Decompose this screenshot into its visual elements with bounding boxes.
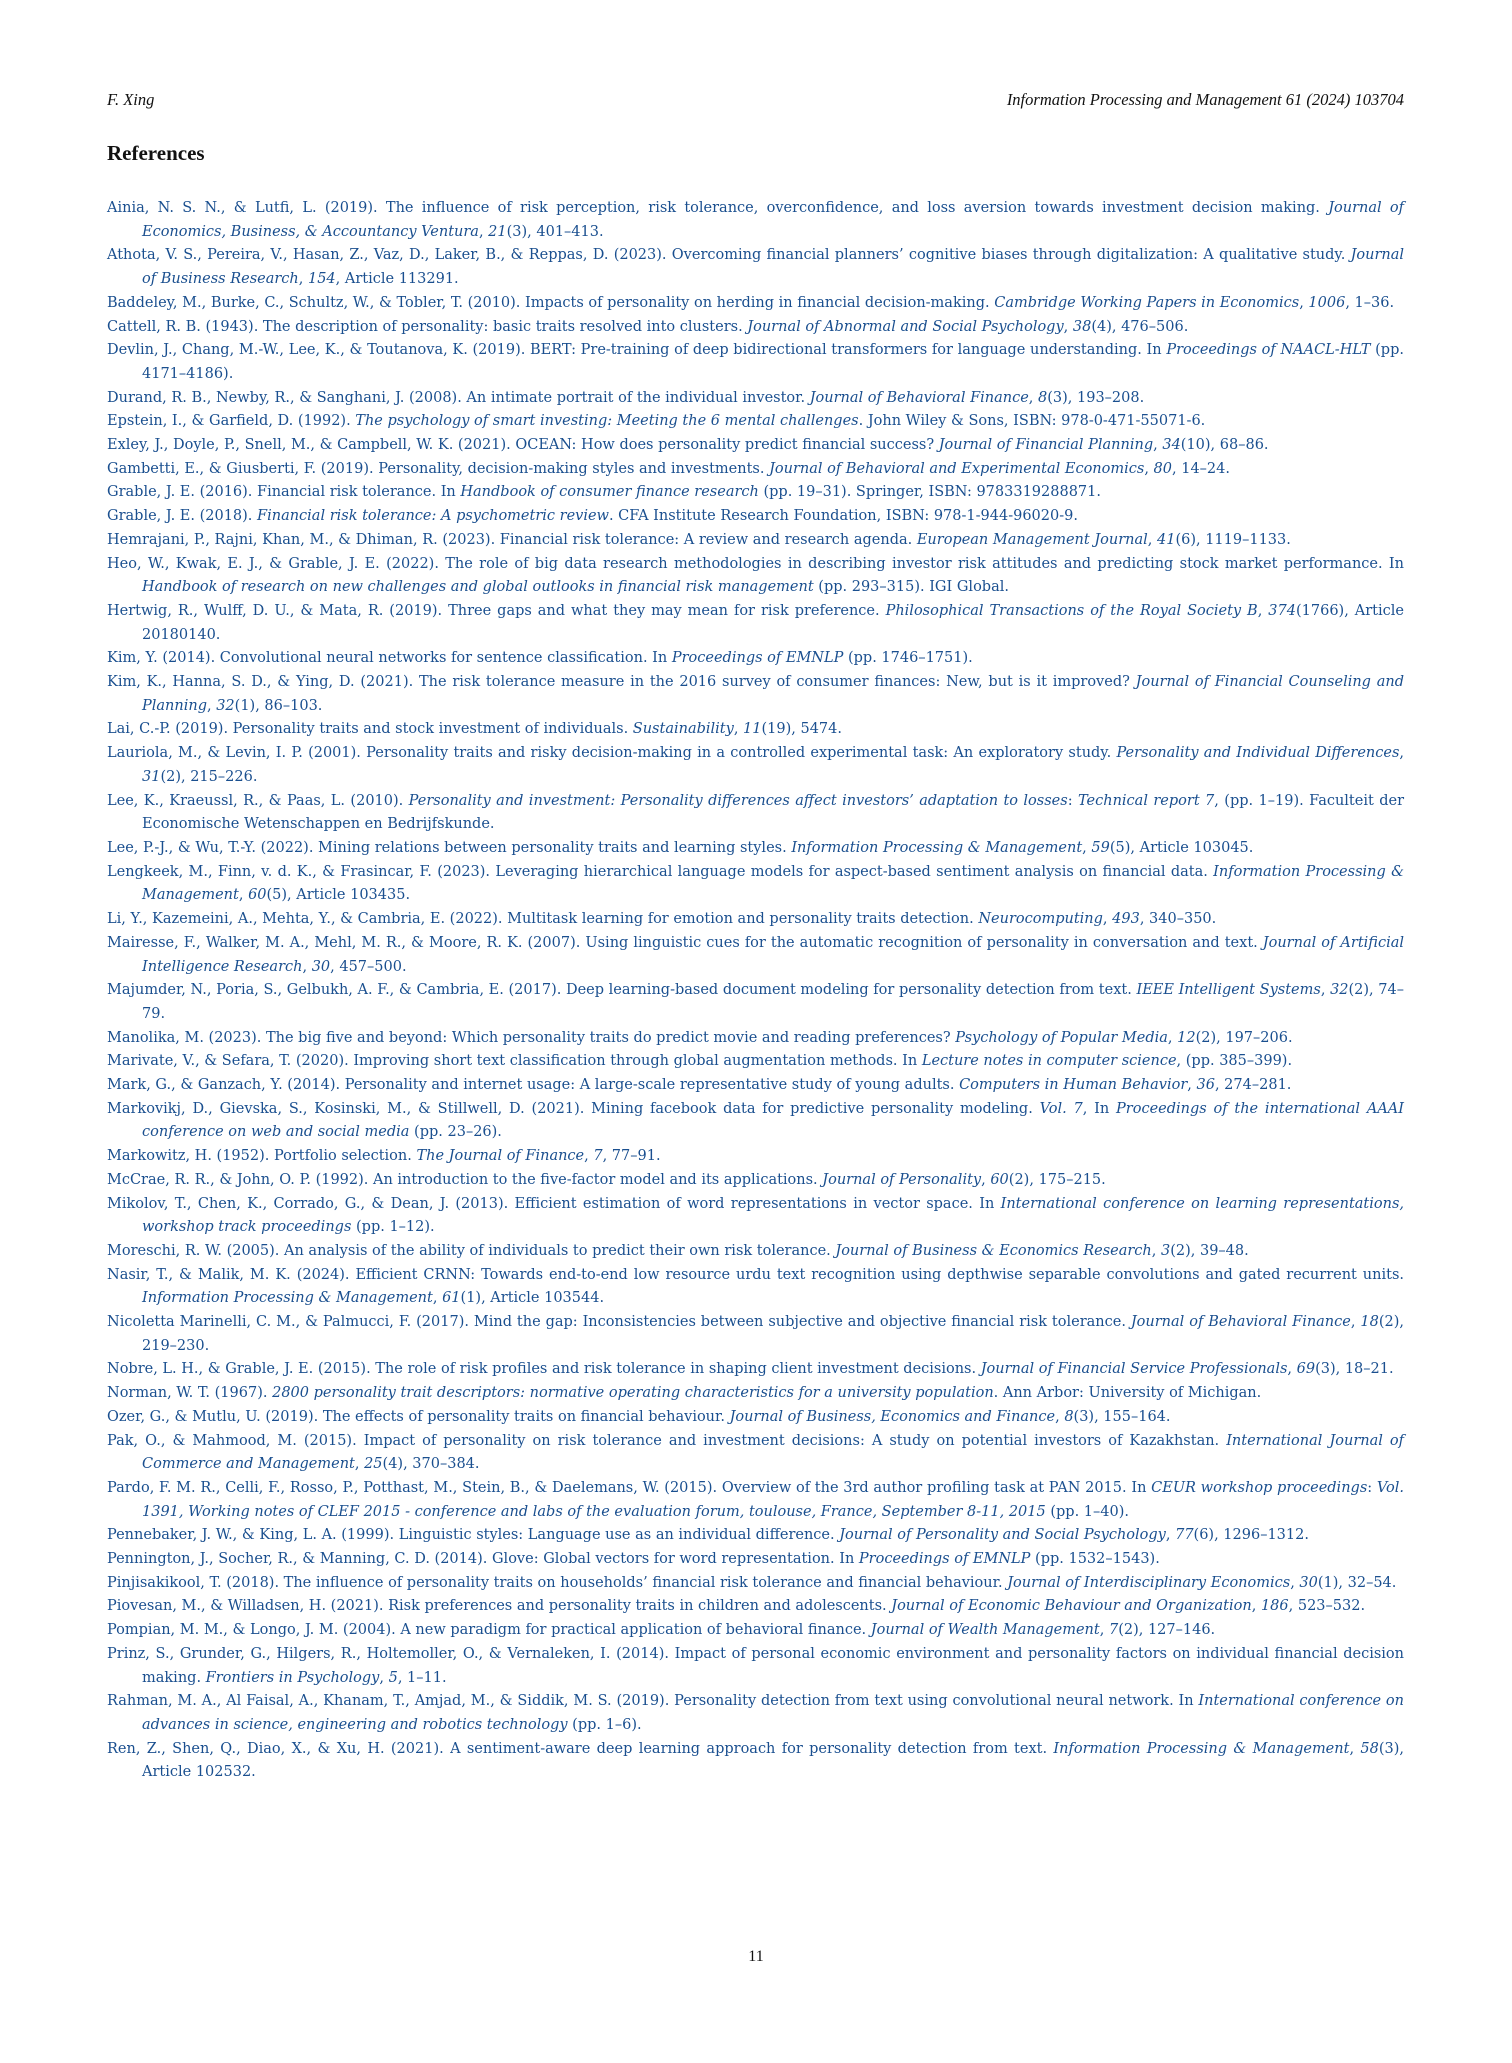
reference-part: , <box>1299 294 1309 311</box>
reference-part: Lee, K., Kraeussl, R., & Paas, L. (2010). <box>107 792 409 809</box>
reference-part: Pak, O., & Mahmood, M. (2015). Impact of personality on risk tolerance and investment decisions: A study on potential investors of Kazakhstan. <box>107 1432 1227 1449</box>
reference-part: Information Processing & Management <box>142 863 1404 904</box>
reference-item[interactable] <box>107 1382 1404 1406</box>
reference-part: Hertwig, R., Wulff, D. U., & Mata, R. (2019). Three gaps and what they may mean for risk preference. <box>107 602 886 619</box>
reference-part: , <box>1055 1408 1065 1425</box>
reference-part: (pp. 1–6). <box>567 1717 642 1733</box>
reference-part: , <box>1320 982 1331 999</box>
reference-item[interactable] <box>107 1430 1404 1477</box>
reference-part: Journal of Abnormal and Social Psychology <box>747 318 1064 335</box>
reference-part: Norman, W. T. (1967). <box>107 1385 273 1402</box>
reference-item[interactable] <box>107 339 1404 386</box>
reference-part: (4), 476–506. <box>1091 318 1189 335</box>
reference-part: 8 <box>1038 389 1048 406</box>
reference-part: , (pp. 1–19). Faculteit der Economische Wetenschappen en Bedrijfskunde. <box>142 792 1404 833</box>
reference-part: Heo, W., Kwak, E. J., & Grable, J. E. (2022). The role of big data research methodologies in describing investor risk attitudes and predicting stock market performance. In <box>107 555 1404 572</box>
reference-part: (3), 193–208. <box>1047 389 1145 406</box>
reference-part: CEUR workshop proceedings <box>1151 1479 1368 1496</box>
reference-item[interactable] <box>107 718 1404 742</box>
reference-part: , <box>379 1669 389 1686</box>
reference-part: Journal of Economic Behaviour and Organization <box>891 1598 1252 1615</box>
reference-part: 41 <box>1156 531 1176 548</box>
reference-part: Journal of Business Research <box>142 247 1404 288</box>
reference-part: Proceedings of the international AAAI conference on web and social media <box>142 1100 1404 1141</box>
reference-item[interactable] <box>107 529 1404 553</box>
reference-part: (19), 5474. <box>761 721 842 738</box>
reference-part: 12 <box>1177 1029 1196 1046</box>
reference-item[interactable] <box>107 671 1404 718</box>
reference-part: Athota, V. S., Pereira, V., Hasan, Z., Vaz, D., Laker, B., & Reppas, D. (2023). Overcoming financial planners’ cognitive biases through digitalization: A qualitative study. <box>107 247 1351 264</box>
reference-part: (pp. 1–40). <box>1045 1503 1129 1520</box>
reference-part: , <box>1399 745 1404 762</box>
reference-part: Gambetti, E., & Giusberti, F. (2019). Personality, decision-making styles and investments. <box>107 460 770 477</box>
reference-part: , 274–281. <box>1214 1077 1292 1094</box>
reference-part: Journal of Financial Service Professionals <box>980 1361 1288 1378</box>
reference-part: Journal of Wealth Management <box>870 1622 1100 1639</box>
reference-part: 7 <box>593 1148 603 1165</box>
reference-part: (1), 86–103. <box>234 697 323 714</box>
reference-part: , <box>354 1456 365 1473</box>
reference-part: Nobre, L. H., & Grable, J. E. (2015). The role of risk profiles and risk tolerance in shaping client investment decisions. <box>107 1361 981 1378</box>
reference-part: Mairesse, F., Walker, M. A., Mehl, M. R., & Moore, R. K. (2007). Using linguistic cues for the automatic recognition of personality in conversation and text. <box>107 934 1263 951</box>
reference-part: 18 <box>1360 1314 1379 1331</box>
reference-item[interactable] <box>107 600 1404 647</box>
reference-part: Personality and Individual Differences <box>1116 745 1400 762</box>
reference-item[interactable] <box>107 505 1404 529</box>
reference-part: Cambridge Working Papers in Economics <box>994 294 1300 311</box>
reference-item[interactable] <box>107 647 1404 671</box>
reference-part: (2), 219–230. <box>142 1314 1404 1354</box>
reference-part: . Ann Arbor: University of Michigan. <box>993 1385 1262 1402</box>
reference-part: Marivate, V., & Sefara, T. (2020). Improving short text classification through global augmentation methods. In <box>107 1053 922 1070</box>
reference-part: Handbook of consumer finance research <box>460 484 759 501</box>
reference-part: Ren, Z., Shen, Q., Diao, X., & Xu, H. (2021). A sentiment-aware deep learning approach for personality detection from text. <box>107 1740 1054 1757</box>
reference-part: Lengkeek, M., Finn, v. d. K., & Frasincar, F. (2023). Leveraging hierarchical language models for aspect-based sentiment analysis on financial data. <box>107 863 1214 880</box>
reference-part: 59 <box>1091 839 1110 856</box>
reference-part: Hemrajani, P., Rajni, Khan, M., & Dhiman, R. (2023). Financial risk tolerance: A review and research agenda. <box>107 531 917 548</box>
reference-item[interactable] <box>107 1643 1404 1690</box>
reference-part: (1766), Article 20180140. <box>142 602 1404 643</box>
reference-part: Kim, K., Hanna, S. D., & Ying, D. (2021). The risk tolerance measure in the 2016 survey of consumer finances: New, but is it improved? <box>107 674 1136 691</box>
reference-part: Journal of Interdisciplinary Economics <box>1007 1574 1291 1591</box>
reference-part: Exley, J., Doyle, P., Snell, M., & Campbell, W. K. (2021). OCEAN: How does personality predict financial success? <box>107 437 939 454</box>
reference-part: IEEE Intelligent Systems <box>1136 982 1321 999</box>
reference-item[interactable] <box>107 1619 1404 1643</box>
reference-part: , <box>298 271 308 288</box>
reference-item[interactable] <box>107 1548 1404 1572</box>
reference-part: Journal of Personality and Social Psychology <box>839 1527 1166 1544</box>
reference-item[interactable] <box>107 979 1404 1026</box>
reference-part: Pardo, F. M. R., Celli, F., Rosso, P., Potthast, M., Stein, B., & Daelemans, W. (2015). Overview of the 3rd author profiling task at PAN 2015. In <box>107 1479 1152 1496</box>
reference-part: (2), 215–226. <box>160 768 258 785</box>
reference-part: , <box>302 958 312 975</box>
reference-part: Markovikj, D., Gievska, S., Kosinski, M., & Stillwell, D. (2021). Mining facebook data for predictive personality modeling. <box>107 1100 1040 1117</box>
reference-part: , <box>1082 839 1092 856</box>
reference-part: Piovesan, M., & Willadsen, H. (2021). Risk preferences and personality traits in children and adolescents. <box>107 1598 892 1615</box>
reference-item[interactable] <box>107 1193 1404 1240</box>
reference-part: Journal of Artificial Intelligence Research <box>142 934 1404 975</box>
reference-part: (2), 175–215. <box>1008 1171 1106 1188</box>
reference-item[interactable] <box>107 932 1404 979</box>
reference-part: , <box>1144 460 1154 477</box>
reference-part: 36 <box>1196 1077 1215 1094</box>
reference-part: Journal of Business, Economics and Finance <box>729 1408 1056 1425</box>
reference-part: , <box>1350 1314 1361 1331</box>
reference-part: Pennebaker, J. W., & King, L. A. (1999). Linguistic styles: Language use as an individual difference. <box>107 1527 840 1544</box>
reference-item[interactable] <box>107 553 1404 600</box>
reference-part: 31 <box>142 768 161 785</box>
reference-part: , <box>238 887 249 904</box>
reference-part: , <box>1028 389 1039 406</box>
reference-part: Psychology of Popular Media <box>955 1029 1168 1046</box>
reference-part: , <box>206 697 217 714</box>
reference-part: Grable, J. E. (2018). <box>107 508 258 525</box>
reference-item[interactable] <box>107 481 1404 505</box>
reference-part: Nicoletta Marinelli, C. M., & Palmucci, F. (2017). Mind the gap: Inconsistencies between subjective and objective financial risk tolerance. <box>107 1314 1131 1331</box>
page-number: 11 <box>748 1948 764 1965</box>
reference-item[interactable] <box>107 908 1404 932</box>
reference-part: Frontiers in Psychology <box>205 1669 380 1686</box>
reference-part: Vol. 1391, Working notes of CLEF 2015 - conference and labs of the evaluation forum, toulouse, France, September 8-11, 2015 <box>142 1479 1404 1520</box>
reference-item[interactable] <box>107 1240 1404 1264</box>
reference-part: , <box>1257 602 1269 619</box>
reference-part: (3), 18–21. <box>1315 1361 1394 1378</box>
reference-part: Sustainability <box>632 721 734 738</box>
reference-part: Financial risk tolerance: A psychometric review <box>257 508 609 525</box>
reference-part: Journal of Behavioral Finance <box>1130 1314 1351 1331</box>
reference-part: Computers in Human Behavior <box>959 1077 1188 1094</box>
reference-part: , <box>1167 1029 1178 1046</box>
reference-part: (pp. 19–31). Springer, ISBN: 9783319288871. <box>758 484 1101 501</box>
reference-part: Devlin, J., Chang, M.-W., Lee, K., & Toutanova, K. (2019). BERT: Pre-training of deep bidirectional transformers for language understanding. In <box>107 342 1167 359</box>
reference-part: 374 <box>1268 602 1296 619</box>
reference-part: (10), 68–86. <box>1180 437 1269 454</box>
reference-part: (4), 370–384. <box>382 1456 480 1473</box>
reference-part: Vol. 7 <box>1039 1100 1083 1117</box>
reference-part: Neurocomputing <box>978 911 1103 928</box>
reference-part: Journal of Business & Economics Research <box>835 1242 1152 1259</box>
reference-part: Mikolov, T., Chen, K., Corrado, G., & Dean, J. (2013). Efficient estimation of word representations in vector space. In <box>107 1195 1001 1212</box>
reference-part: (2), 74–79. <box>142 982 1404 1022</box>
reference-part: (2), 39–48. <box>1170 1242 1249 1259</box>
reference-part: International conference on learning representations, workshop track proceedings <box>142 1195 1404 1236</box>
reference-part: 34 <box>1162 437 1181 454</box>
reference-part: 38 <box>1072 318 1092 335</box>
reference-part: Grable, J. E. (2016). Financial risk tolerance. In <box>107 484 461 501</box>
reference-part: Journal of Personality <box>822 1171 982 1188</box>
reference-part: , 1–36. <box>1345 294 1395 311</box>
reference-part: Prinz, S., Grunder, G., Hilgers, R., Holtemoller, O., & Vernaleken, I. (2014). Impact of personal economic environment and personality factors on individual financial decision making. <box>107 1645 1404 1686</box>
reference-item[interactable] <box>107 1098 1404 1145</box>
reference-part: (pp. 4171–4186). <box>142 342 1404 382</box>
reference-part: 493 <box>1112 911 1140 928</box>
reference-part: 69 <box>1296 1361 1316 1378</box>
reference-part: (6), 1296–1312. <box>1193 1527 1309 1544</box>
reference-part: (pp. 23–26). <box>409 1124 502 1141</box>
reference-item[interactable] <box>107 1074 1404 1098</box>
reference-item[interactable] <box>107 458 1404 482</box>
reference-part: 1006 <box>1308 294 1346 311</box>
reference-part: , <box>1099 1622 1109 1639</box>
running-header <box>107 90 1404 114</box>
header-journal: Information Processing and Management 61 (2024) 103704 <box>1006 90 1404 109</box>
reference-part: 61 <box>442 1290 461 1307</box>
reference-item[interactable] <box>107 434 1404 458</box>
reference-part: 58 <box>1360 1740 1379 1757</box>
reference-part: Proceedings of EMNLP <box>858 1551 1031 1568</box>
reference-item[interactable] <box>107 292 1404 316</box>
reference-part: Lee, P.-J., & Wu, T.-Y. (2022). Mining relations between personality traits and learning styles. <box>107 839 792 856</box>
reference-part: 5 <box>388 1669 398 1686</box>
reference-part: Proceedings of NAACL-HLT <box>1166 342 1371 359</box>
section-title: References <box>107 141 205 165</box>
reference-part: (pp. 1532–1543). <box>1030 1551 1160 1568</box>
reference-part: , 77–91. <box>602 1148 661 1165</box>
reference-part: 186 <box>1260 1598 1289 1615</box>
reference-part: (3), Article 102532. <box>142 1740 1404 1781</box>
reference-part: , 523–532. <box>1288 1598 1366 1615</box>
reference-part: Durand, R. B., Newby, R., & Sanghani, J. (2008). An intimate portrait of the individual investor. <box>107 389 810 406</box>
reference-part: Ozer, G., & Mutlu, U. (2019). The effects of personality traits on financial behaviour. <box>107 1408 730 1425</box>
reference-item[interactable] <box>107 387 1404 411</box>
reference-part: (6), 1119–1133. <box>1175 531 1291 548</box>
reference-part: 60 <box>248 887 267 904</box>
reference-item[interactable] <box>107 1050 1404 1074</box>
reference-part: , <box>1102 911 1113 928</box>
reference-item[interactable] <box>107 410 1404 434</box>
reference-part: Baddeley, M., Burke, C., Schultz, W., & Tobler, T. (2010). Impacts of personality on herding in financial decision-making. <box>107 294 995 311</box>
reference-part: , <box>1251 1598 1261 1615</box>
reference-part: Lauriola, M., & Levin, I. P. (2001). Personality traits and risky decision-making in a controlled experimental task: An exploratory study. <box>107 745 1117 762</box>
reference-part: , <box>981 1171 991 1188</box>
reference-part: , <box>1187 1077 1197 1094</box>
reference-part: 21 <box>488 223 507 240</box>
reference-list <box>107 197 1404 1785</box>
reference-part: 30 <box>1299 1574 1318 1591</box>
reference-item[interactable] <box>107 861 1404 908</box>
reference-item[interactable] <box>107 1145 1404 1169</box>
reference-part: (3), 401–413. <box>506 223 604 240</box>
reference-part: Manolika, M. (2023). The big five and beyond: Which personality traits do predict movie and reading preferences? <box>107 1029 956 1046</box>
reference-item[interactable] <box>107 1477 1404 1524</box>
reference-part: , <box>1153 437 1163 454</box>
reference-part: The psychology of smart investing: Meeting the 6 mental challenges <box>355 413 859 430</box>
reference-item[interactable] <box>107 1524 1404 1548</box>
reference-item[interactable] <box>107 837 1404 861</box>
reference-part: 77 <box>1175 1527 1194 1544</box>
reference-item[interactable] <box>107 1311 1404 1358</box>
reference-item[interactable] <box>107 1406 1404 1430</box>
reference-part: 7 <box>1108 1622 1119 1639</box>
reference-part: , (pp. 385–399). <box>1176 1053 1293 1070</box>
reference-part: , <box>584 1148 594 1165</box>
reference-part: , <box>478 223 489 240</box>
reference-part: Personality and investment: Personality differences affect investors’ adaptation to losses <box>408 792 1068 809</box>
reference-part: . John Wiley & Sons, ISBN: 978-0-471-55071-6. <box>858 413 1206 430</box>
reference-part: (pp. 1–12). <box>351 1219 435 1236</box>
reference-part: , <box>1290 1574 1300 1591</box>
reference-part: Pennington, J., Socher, R., & Manning, C. D. (2014). Glove: Global vectors for word representation. In <box>107 1551 859 1568</box>
reference-item[interactable] <box>107 1690 1404 1737</box>
reference-part: , <box>1151 1242 1161 1259</box>
reference-part: Cattell, R. B. (1943). The description of personality: basic traits resolved into clusters. <box>107 318 748 335</box>
reference-part: European Management Journal <box>916 531 1148 548</box>
reference-part: Journal of Economics, Business, & Accountancy Ventura <box>142 200 1405 240</box>
reference-part: Information Processing & Management <box>791 839 1083 856</box>
header-author: F. Xing <box>107 90 155 109</box>
reference-part: (1), 32–54. <box>1317 1574 1397 1591</box>
reference-item[interactable] <box>107 1595 1404 1619</box>
reference-part: , Article 113291. <box>335 271 459 288</box>
reference-part: (5), Article 103045. <box>1109 839 1254 856</box>
reference-part: , <box>1165 1527 1176 1544</box>
reference-part: Journal of Financial Counseling and Planning <box>142 674 1404 714</box>
reference-item[interactable] <box>107 1358 1404 1382</box>
reference-part: (2), 197–206. <box>1195 1029 1293 1046</box>
reference-part: Ainia, N. S. N., & Lutfi, L. (2019). The influence of risk perception, risk tolerance, overconfidence, and loss aversion towards investment decision making. <box>107 200 1329 216</box>
reference-part: 80 <box>1153 460 1172 477</box>
reference-part: Rahman, M. A., Al Faisal, A., Khanam, T., Amjad, M., & Siddik, M. S. (2019). Personality detection from text using convolutional neural network. In <box>107 1693 1199 1710</box>
reference-part: Pompian, M. M., & Longo, J. M. (2004). A new paradigm for practical application of behavioral finance. <box>107 1622 871 1639</box>
reference-part: , <box>432 1290 443 1307</box>
reference-part: Journal of Financial Planning <box>938 437 1154 454</box>
reference-part: Technical report 7 <box>1078 792 1215 809</box>
reference-part: , 14–24. <box>1172 460 1230 477</box>
reference-part: 32 <box>216 697 235 714</box>
reference-part: Pinjisakikool, T. (2018). The influence of personality traits on households’ financial risk tolerance and financial behaviour. <box>107 1574 1008 1591</box>
reference-part: Epstein, I., & Garfield, D. (1992). <box>107 413 356 430</box>
reference-part: McCrae, R. R., & John, O. P. (1992). An introduction to the five-factor model and its applications. <box>107 1171 823 1188</box>
reference-part: 2800 personality trait descriptors: normative operating characteristics for a university population <box>272 1385 994 1402</box>
reference-part: Markowitz, H. (1952). Portfolio selection. <box>107 1148 417 1165</box>
reference-part: , <box>1287 1361 1297 1378</box>
reference-part: Lai, C.-P. (2019). Personality traits and stock investment of individuals. <box>107 721 633 738</box>
reference-part: 154 <box>307 271 336 288</box>
reference-part: (3), 155–164. <box>1073 1408 1171 1425</box>
reference-part: , 457–500. <box>330 958 407 975</box>
reference-part: (5), Article 103435. <box>266 887 411 904</box>
reference-part: Nasir, T., & Malik, M. K. (2024). Efficient CRNN: Towards end-to-end low resource urdu text recognition using depthwise separable convolutions and gated recurrent units. <box>107 1266 1404 1283</box>
reference-item[interactable] <box>107 1738 1404 1785</box>
reference-item[interactable] <box>107 244 1404 291</box>
reference-part: Philosophical Transactions of the Royal Society B <box>885 602 1258 619</box>
reference-part: , <box>1063 318 1073 335</box>
reference-part: (pp. 293–315). IGI Global. <box>813 579 1009 596</box>
reference-part: Journal of Behavioral Finance <box>809 389 1029 406</box>
reference-part: The Journal of Finance <box>416 1148 585 1165</box>
reference-part: Proceedings of EMNLP <box>671 650 844 667</box>
reference-part: : <box>1067 792 1078 809</box>
reference-part: Majumder, N., Poria, S., Gelbukh, A. F., & Cambria, E. (2017). Deep learning-based document modeling for personality detection from text. <box>107 982 1137 999</box>
reference-part: 60 <box>990 1171 1009 1188</box>
reference-part: Lecture notes in computer science <box>921 1053 1177 1070</box>
reference-part: International Journal of Commerce and Management <box>142 1432 1405 1473</box>
reference-part: Li, Y., Kazemeini, A., Mehta, Y., & Cambria, E. (2022). Multitask learning for emotion and personality traits detection. <box>107 911 979 928</box>
reference-part: 11 <box>743 721 762 738</box>
reference-item[interactable] <box>107 316 1404 340</box>
reference-part: , <box>1147 531 1157 548</box>
reference-item[interactable] <box>107 1572 1404 1596</box>
reference-part: , 1–11. <box>397 1669 447 1686</box>
reference-part: Handbook of research on new challenges and global outlooks in financial risk management <box>142 579 814 596</box>
reference-item[interactable] <box>107 742 1404 789</box>
reference-part: 25 <box>364 1456 383 1473</box>
reference-part: Information Processing & Management <box>142 1290 433 1307</box>
reference-item[interactable] <box>107 197 1404 244</box>
reference-item[interactable] <box>107 1264 1404 1311</box>
reference-part: . CFA Institute Research Foundation, ISBN: 978-1-944-96020-9. <box>608 508 1078 525</box>
reference-part: Kim, Y. (2014). Convolutional neural networks for sentence classification. In <box>107 650 672 667</box>
reference-part: Moreschi, R. W. (2005). An analysis of the ability of individuals to predict their own risk tolerance. <box>107 1242 836 1259</box>
reference-part: , 340–350. <box>1139 911 1217 928</box>
reference-part: (1), Article 103544. <box>460 1290 605 1307</box>
reference-part: Information Processing & Management <box>1053 1740 1350 1757</box>
reference-part: (2), 127–146. <box>1118 1622 1216 1639</box>
reference-item[interactable] <box>107 1169 1404 1193</box>
reference-part: 32 <box>1330 982 1349 999</box>
reference-part: International conference on advances in science, engineering and robotics technology <box>142 1693 1404 1733</box>
reference-part: : <box>1367 1479 1377 1496</box>
reference-item[interactable] <box>107 790 1404 837</box>
reference-part: 30 <box>311 958 331 975</box>
reference-part: , In <box>1082 1100 1117 1117</box>
reference-part: Mark, G., & Ganzach, Y. (2014). Personality and internet usage: A large-scale representative study of young adults. <box>107 1077 960 1094</box>
reference-part: Journal of Behavioral and Experimental Economics <box>769 460 1145 477</box>
reference-item[interactable] <box>107 1027 1404 1051</box>
reference-part: (pp. 1746–1751). <box>843 650 973 667</box>
reference-part: 3 <box>1160 1242 1171 1259</box>
reference-part: 8 <box>1064 1408 1074 1425</box>
reference-part: , <box>1349 1740 1361 1757</box>
reference-part: , <box>733 721 744 738</box>
